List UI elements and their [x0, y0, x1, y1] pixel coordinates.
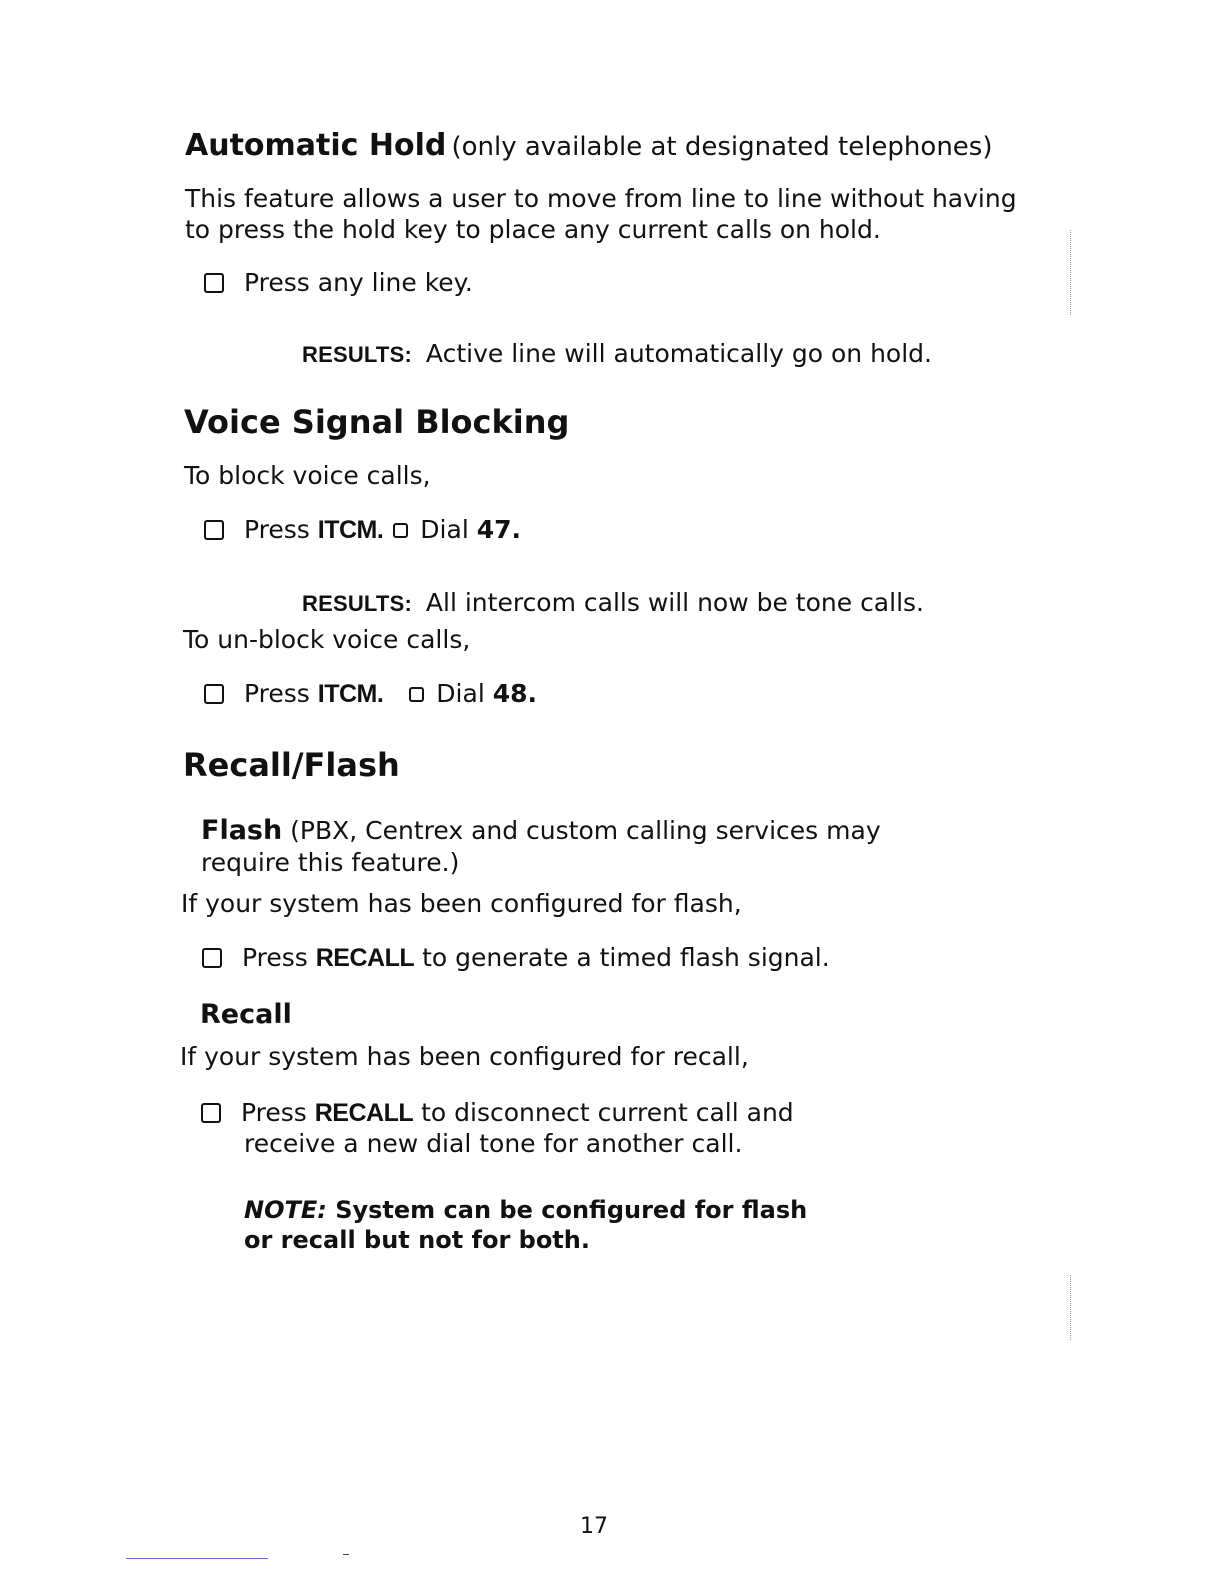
flash-intro: If your system has been configured for flash, — [181, 889, 742, 918]
scan-edge-dots — [1070, 230, 1073, 315]
recall-step-2: receive a new dial tone for another call. — [244, 1129, 743, 1158]
press-text: Press — [244, 679, 310, 708]
scan-edge-dots — [1070, 1275, 1073, 1340]
recall-flash-title: Recall/Flash — [183, 746, 400, 784]
block-step — [204, 514, 521, 546]
voice-signal-blocking-title: Voice Signal Blocking — [184, 403, 570, 441]
checkbox-icon — [202, 948, 222, 968]
press-text: Press — [244, 515, 310, 544]
recall-key: RECALL — [314, 1099, 414, 1127]
flash-subtitle-1: (PBX, Centrex and custom calling services may — [290, 816, 881, 845]
block-results — [302, 587, 924, 619]
recall-title: Recall — [200, 999, 292, 1030]
automatic-hold-subtitle: (only available at designated telephones) — [451, 132, 993, 162]
note-line-2: or recall but not for both. — [244, 1226, 590, 1254]
press-text: Press — [241, 1098, 307, 1127]
recall-step-text-1: to disconnect current call and — [421, 1098, 794, 1127]
results-label: RESULTS: — [302, 342, 412, 367]
flash-subtitle-2: require this feature.) — [201, 848, 460, 877]
automatic-hold-step — [204, 267, 473, 298]
note-label: NOTE: — [244, 1196, 327, 1224]
scan-mark — [343, 1554, 349, 1555]
checkbox-icon — [204, 684, 224, 704]
flash-step — [202, 942, 830, 974]
checkbox-icon — [409, 687, 424, 702]
flash-heading — [201, 815, 881, 846]
results-label: RESULTS: — [302, 591, 412, 616]
note-line-1 — [244, 1195, 807, 1225]
automatic-hold-desc-2: to press the hold key to place any current calls on hold. — [185, 215, 881, 244]
recall-step-1 — [201, 1097, 794, 1129]
dial-text: Dial — [436, 679, 485, 708]
checkbox-icon — [204, 520, 224, 540]
checkbox-icon — [204, 273, 224, 293]
dial-code: 48. — [492, 679, 538, 708]
results-text: All intercom calls will now be tone calls. — [425, 588, 924, 617]
results-text: Active line will automatically go on hold. — [425, 339, 932, 368]
automatic-hold-results — [302, 338, 932, 370]
unblock-intro: To un-block voice calls, — [183, 625, 471, 654]
dial-code: 47. — [476, 515, 522, 544]
page-number: 17 — [580, 1514, 608, 1539]
press-text: Press — [242, 943, 308, 972]
checkbox-icon — [201, 1103, 221, 1123]
itcm-key: ITCM. — [317, 516, 384, 544]
flash-title: Flash — [201, 815, 283, 846]
automatic-hold-title: Automatic Hold — [185, 128, 447, 163]
dial-text: Dial — [420, 515, 469, 544]
step-text: Press any line key. — [244, 268, 473, 297]
footer-rule — [126, 1558, 268, 1559]
recall-intro: If your system has been configured for recall, — [180, 1042, 749, 1071]
flash-step-text: to generate a timed flash signal. — [422, 943, 830, 972]
unblock-step — [204, 678, 537, 710]
recall-key: RECALL — [315, 944, 415, 972]
automatic-hold-desc-1: This feature allows a user to move from line to line without having — [185, 184, 1017, 213]
block-intro: To block voice calls, — [184, 461, 431, 490]
itcm-key: ITCM. — [317, 680, 384, 708]
automatic-hold-heading — [185, 128, 992, 163]
checkbox-icon — [393, 523, 408, 538]
note-text-1: System can be configured for flash — [335, 1196, 808, 1224]
